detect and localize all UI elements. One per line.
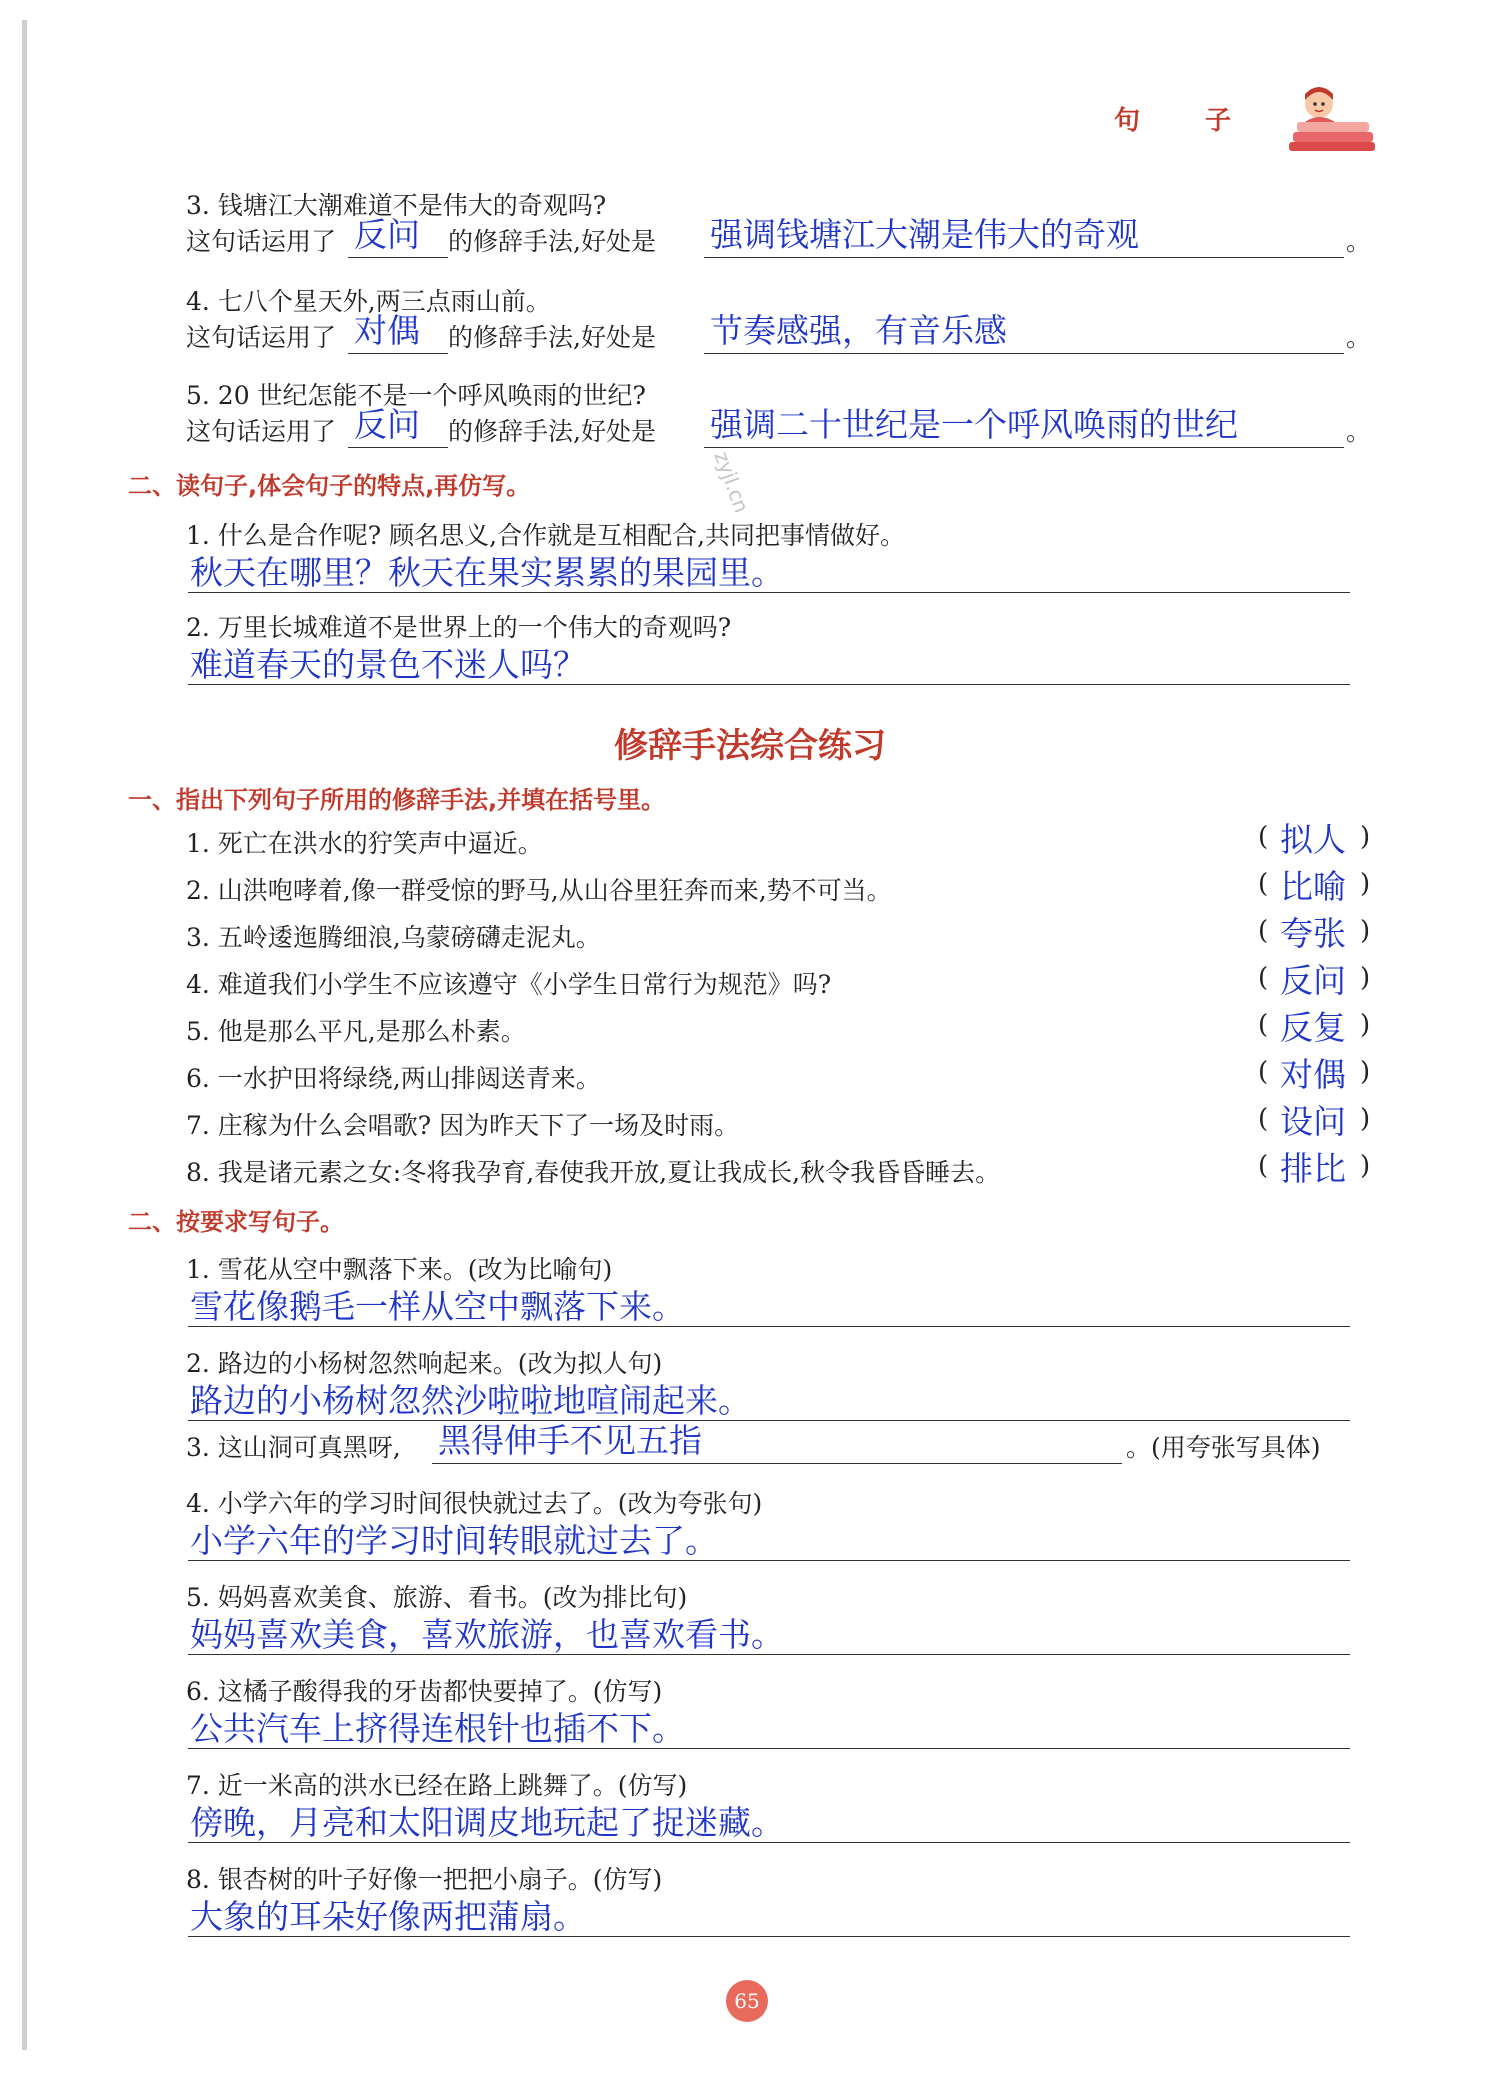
rewrite-question-1: 1. 雪花从空中飘落下来。(改为比喻句) — [186, 1255, 613, 1284]
answer-text: 雪花像鹅毛一样从空中飘落下来。 — [190, 1287, 685, 1326]
paren-right: ) — [1360, 1151, 1371, 1181]
answer-text: 傍晚，月亮和太阳调皮地玩起了捉迷藏。 — [190, 1803, 784, 1842]
benefit-answer: 节奏感强，有音乐感 — [710, 311, 1007, 350]
choice-row-7 — [186, 1100, 1376, 1144]
choice-row-6 — [186, 1053, 1376, 1097]
imitate-question-1: 1. 什么是合作呢? 顾名思义,合作就是互相配合,共同把事情做好。 — [186, 521, 906, 550]
rewrite-row-3 — [186, 1420, 1366, 1470]
paren-right: ) — [1360, 869, 1371, 899]
rhetoric-blank[interactable] — [348, 403, 448, 448]
paren-right: ) — [1360, 963, 1371, 993]
answer-text: 公共汽车上挤得连根针也插不下。 — [190, 1709, 685, 1748]
benefit-answer: 强调钱塘江大潮是伟大的奇观 — [710, 215, 1139, 254]
answer-text: 小学六年的学习时间转眼就过去了。 — [190, 1521, 718, 1560]
section-heading-identify: 一、指出下列句子所用的修辞手法,并填在括号里。 — [128, 786, 666, 814]
paren-left: ( — [1258, 963, 1269, 993]
paren-left: ( — [1258, 1151, 1269, 1181]
choice-answer[interactable]: 排比 — [1280, 1149, 1346, 1188]
fill-middle: 的修辞手法,好处是 — [448, 323, 656, 352]
rhetoric-blank[interactable] — [348, 213, 448, 258]
choice-row-2 — [186, 865, 1376, 909]
answer-line[interactable] — [188, 1796, 1350, 1843]
page-header — [1114, 82, 1380, 154]
rewrite-question-6: 6. 这橘子酸得我的牙齿都快要掉了。(仿写) — [186, 1677, 663, 1706]
paren-right: ) — [1360, 822, 1371, 852]
choice-row-1 — [186, 818, 1376, 862]
question-5-text: 5. 20 世纪怎能不是一个呼风唤雨的世纪? — [186, 381, 646, 410]
choice-row-5 — [186, 1006, 1376, 1050]
section-heading-imitate: 二、读句子,体会句子的特点,再仿写。 — [128, 472, 531, 500]
rewrite-question-7: 7. 近一米高的洪水已经在路上跳舞了。(仿写) — [186, 1771, 688, 1800]
rewrite-question-4: 4. 小学六年的学习时间很快就过去了。(改为夸张句) — [186, 1489, 763, 1518]
rewrite-question-8: 8. 银杏树的叶子好像一把把小扇子。(仿写) — [186, 1865, 663, 1894]
fill-end: 。 — [1346, 227, 1372, 256]
choice-answer[interactable]: 设问 — [1280, 1102, 1346, 1141]
exercise-title: 修辞手法综合练习 — [614, 726, 886, 766]
fill-middle: 的修辞手法,好处是 — [448, 227, 656, 256]
rewrite-question-5: 5. 妈妈喜欢美食、旅游、看书。(改为排比句) — [186, 1583, 688, 1612]
choice-row-4 — [186, 959, 1376, 1003]
choice-answer[interactable]: 比喻 — [1280, 867, 1346, 906]
choice-question: 5. 他是那么平凡,是那么朴素。 — [186, 1017, 526, 1046]
fill-end: 。 — [1346, 323, 1372, 352]
benefit-blank[interactable] — [704, 403, 1344, 448]
answer-line[interactable] — [188, 1608, 1350, 1655]
fill-row-5 — [186, 404, 1372, 454]
rhetoric-answer: 反问 — [354, 215, 420, 254]
rewrite-question-2: 2. 路边的小杨树忽然响起来。(改为拟人句) — [186, 1349, 663, 1378]
paren-left: ( — [1258, 1010, 1269, 1040]
answer-line[interactable] — [188, 1702, 1350, 1749]
choice-answer[interactable]: 反问 — [1280, 961, 1346, 1000]
benefit-blank[interactable] — [704, 213, 1344, 258]
exaggeration-blank[interactable] — [432, 1419, 1122, 1464]
paren-left: ( — [1258, 1104, 1269, 1134]
answer-text: 妈妈喜欢美食，喜欢旅游，也喜欢看书。 — [190, 1615, 784, 1654]
rewrite-prefix: 3. 这山洞可真黑呀, — [186, 1433, 401, 1462]
page-number-badge: 65 — [726, 1980, 768, 2022]
fill-middle: 的修辞手法,好处是 — [448, 417, 656, 446]
benefit-blank[interactable] — [704, 309, 1344, 354]
choice-question: 7. 庄稼为什么会唱歌? 因为昨天下了一场及时雨。 — [186, 1111, 740, 1140]
fill-prefix: 这句话运用了 — [186, 227, 337, 256]
fill-prefix: 这句话运用了 — [186, 323, 337, 352]
choice-row-3 — [186, 912, 1376, 956]
choice-answer[interactable]: 拟人 — [1280, 820, 1346, 859]
answer-text: 秋天在哪里？秋天在果实累累的果园里。 — [190, 553, 784, 592]
header-title: 句 子 — [1113, 105, 1259, 136]
answer-text: 黑得伸手不见五指 — [438, 1421, 702, 1460]
choice-question: 8. 我是诸元素之女:冬将我孕育,春使我开放,夏让我成长,秋令我昏昏睡去。 — [186, 1158, 1001, 1187]
paren-left: ( — [1258, 869, 1269, 899]
fill-row-3 — [186, 214, 1372, 264]
answer-line[interactable] — [188, 638, 1350, 685]
question-3-text: 3. 钱塘江大潮难道不是伟大的奇观吗? — [186, 191, 607, 220]
answer-line[interactable] — [188, 546, 1350, 593]
page-spine — [22, 20, 27, 2050]
choice-answer[interactable]: 反复 — [1280, 1008, 1346, 1047]
answer-line[interactable] — [188, 1514, 1350, 1561]
choice-question: 4. 难道我们小学生不应该遵守《小学生日常行为规范》吗? — [186, 970, 832, 999]
rhetoric-answer: 对偶 — [354, 311, 420, 350]
answer-line[interactable] — [188, 1890, 1350, 1937]
paren-right: ) — [1360, 1104, 1371, 1134]
choice-question: 1. 死亡在洪水的狞笑声中逼近。 — [186, 829, 543, 858]
paren-right: ) — [1360, 1010, 1371, 1040]
paren-left: ( — [1258, 916, 1269, 946]
choice-answer[interactable]: 对偶 — [1280, 1055, 1346, 1094]
watermark: zyjl.cn — [709, 448, 754, 516]
section-heading-rewrite: 二、按要求写句子。 — [128, 1208, 344, 1236]
fill-end: 。 — [1346, 417, 1372, 446]
girl-reading-books-icon — [1275, 82, 1380, 154]
answer-text: 难道春天的景色不迷人吗？ — [190, 645, 586, 684]
answer-text: 路边的小杨树忽然沙啦啦地喧闹起来。 — [190, 1381, 751, 1420]
choice-answer[interactable]: 夸张 — [1280, 914, 1346, 953]
rewrite-suffix: 。(用夸张写具体) — [1126, 1433, 1321, 1462]
benefit-answer: 强调二十世纪是一个呼风唤雨的世纪 — [710, 405, 1238, 444]
imitate-question-2: 2. 万里长城难道不是世界上的一个伟大的奇观吗? — [186, 613, 732, 642]
fill-row-4 — [186, 310, 1372, 360]
paren-left: ( — [1258, 1057, 1269, 1087]
question-4-text: 4. 七八个星天外,两三点雨山前。 — [186, 287, 551, 316]
fill-prefix: 这句话运用了 — [186, 417, 337, 446]
paren-right: ) — [1360, 1057, 1371, 1087]
answer-text: 大象的耳朵好像两把蒲扇。 — [190, 1897, 586, 1936]
paren-left: ( — [1258, 822, 1269, 852]
choice-question: 6. 一水护田将绿绕,两山排闼送青来。 — [186, 1064, 601, 1093]
answer-line[interactable] — [188, 1374, 1350, 1421]
choice-row-8 — [186, 1147, 1376, 1191]
rhetoric-blank[interactable] — [348, 309, 448, 354]
paren-right: ) — [1360, 916, 1371, 946]
choice-question: 2. 山洪咆哮着,像一群受惊的野马,从山谷里狂奔而来,势不可当。 — [186, 876, 892, 905]
choice-question: 3. 五岭逶迤腾细浪,乌蒙磅礴走泥丸。 — [186, 923, 601, 952]
rhetoric-answer: 反问 — [354, 405, 420, 444]
answer-line[interactable] — [188, 1280, 1350, 1327]
